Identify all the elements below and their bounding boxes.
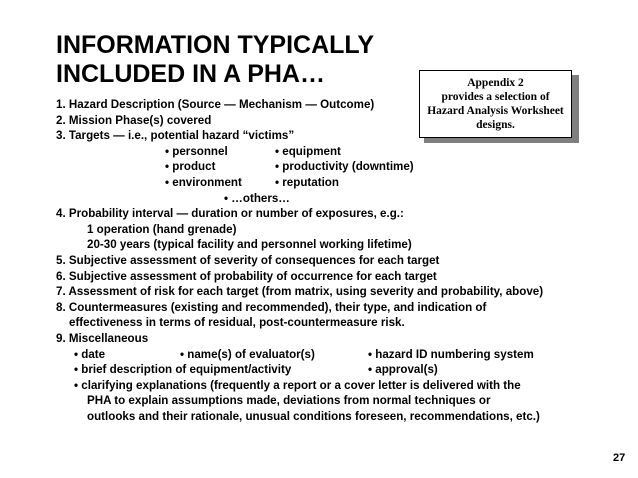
misc-approval: • approval(s) <box>368 363 438 377</box>
misc-row <box>56 409 616 425</box>
item-1-hazard-description: 1. Hazard Description (Source — Mechanism — Outcome) <box>56 98 375 111</box>
misc-hazard-id: • hazard ID numbering system <box>368 347 534 361</box>
item-7-risk: 7. Assessment of risk for each target (from matrix, using severity and probability, above) <box>56 285 544 299</box>
page-number: 27 <box>613 452 626 464</box>
callout-line-3: Hazard Analysis Worksheet <box>427 105 564 117</box>
misc-date: • date <box>74 347 106 361</box>
item-3-targets: 3. Targets — i.e., potential hazard “victims” <box>56 129 295 143</box>
item-4-example-years: 20-30 years (typical facility and personnel working lifetime) <box>87 238 412 252</box>
misc-row <box>56 347 616 363</box>
target-row <box>56 144 616 160</box>
callout-line-1: Appendix 2 <box>467 77 524 89</box>
list-item <box>56 331 616 347</box>
target-row <box>56 159 616 175</box>
item-8-countermeasures: 8. Countermeasures (existing and recommended), their type, and indication of <box>56 300 487 314</box>
list-subitem <box>56 237 616 253</box>
item-4-example-operation: 1 operation (hand grenade) <box>87 222 237 236</box>
item-8-continuation: effectiveness in terms of residual, post-countermeasure risk. <box>69 316 405 330</box>
misc-clarifying-line-3: outlooks and their rationale, unusual conditions foreseen, recommendations, etc.) <box>87 409 540 423</box>
list-item-continuation <box>56 315 616 331</box>
list-item <box>56 253 616 269</box>
target-product: • product <box>165 160 216 174</box>
list-item <box>56 300 616 316</box>
item-9-miscellaneous: 9. Miscellaneous <box>56 331 149 345</box>
title-line-2: INCLUDED IN A PHA… <box>56 60 325 88</box>
target-others: • …others… <box>224 191 290 205</box>
pha-info-list <box>56 97 616 424</box>
item-2-mission-phase: 2. Mission Phase(s) covered <box>56 113 212 127</box>
misc-evaluators: • name(s) of evaluator(s) <box>180 347 315 361</box>
list-item <box>56 128 616 144</box>
target-row <box>56 191 616 207</box>
item-6-probability: 6. Subjective assessment of probability of occurrence for each target <box>56 269 437 283</box>
title-line-1: INFORMATION TYPICALLY <box>56 31 375 59</box>
target-productivity: • productivity (downtime) <box>275 160 414 174</box>
target-equipment: • equipment <box>275 144 341 158</box>
target-personnel: • personnel <box>165 144 228 158</box>
target-row <box>56 175 616 191</box>
list-item <box>56 97 616 113</box>
target-reputation: • reputation <box>275 175 339 189</box>
misc-clarifying-line-2: PHA to explain assumptions made, deviations from normal techniques or <box>87 394 491 408</box>
list-item <box>56 113 616 129</box>
callout-line-2: provides a selection of <box>441 91 550 103</box>
callout-line-4: designs. <box>476 119 515 131</box>
slide-title <box>56 31 374 89</box>
misc-row <box>56 362 616 378</box>
misc-clarifying-line-1: • clarifying explanations (frequently a report or a cover letter is delivered with the <box>74 378 521 392</box>
list-item <box>56 206 616 222</box>
item-5-severity: 5. Subjective assessment of severity of consequences for each target <box>56 253 440 267</box>
item-4-probability-interval: 4. Probability interval — duration or number of exposures, e.g.: <box>56 207 404 221</box>
misc-row <box>56 378 616 394</box>
list-item <box>56 269 616 285</box>
misc-brief-description: • brief description of equipment/activity <box>74 363 292 377</box>
list-item <box>56 284 616 300</box>
list-subitem <box>56 222 616 238</box>
misc-row <box>56 393 616 409</box>
target-environment: • environment <box>165 175 242 189</box>
